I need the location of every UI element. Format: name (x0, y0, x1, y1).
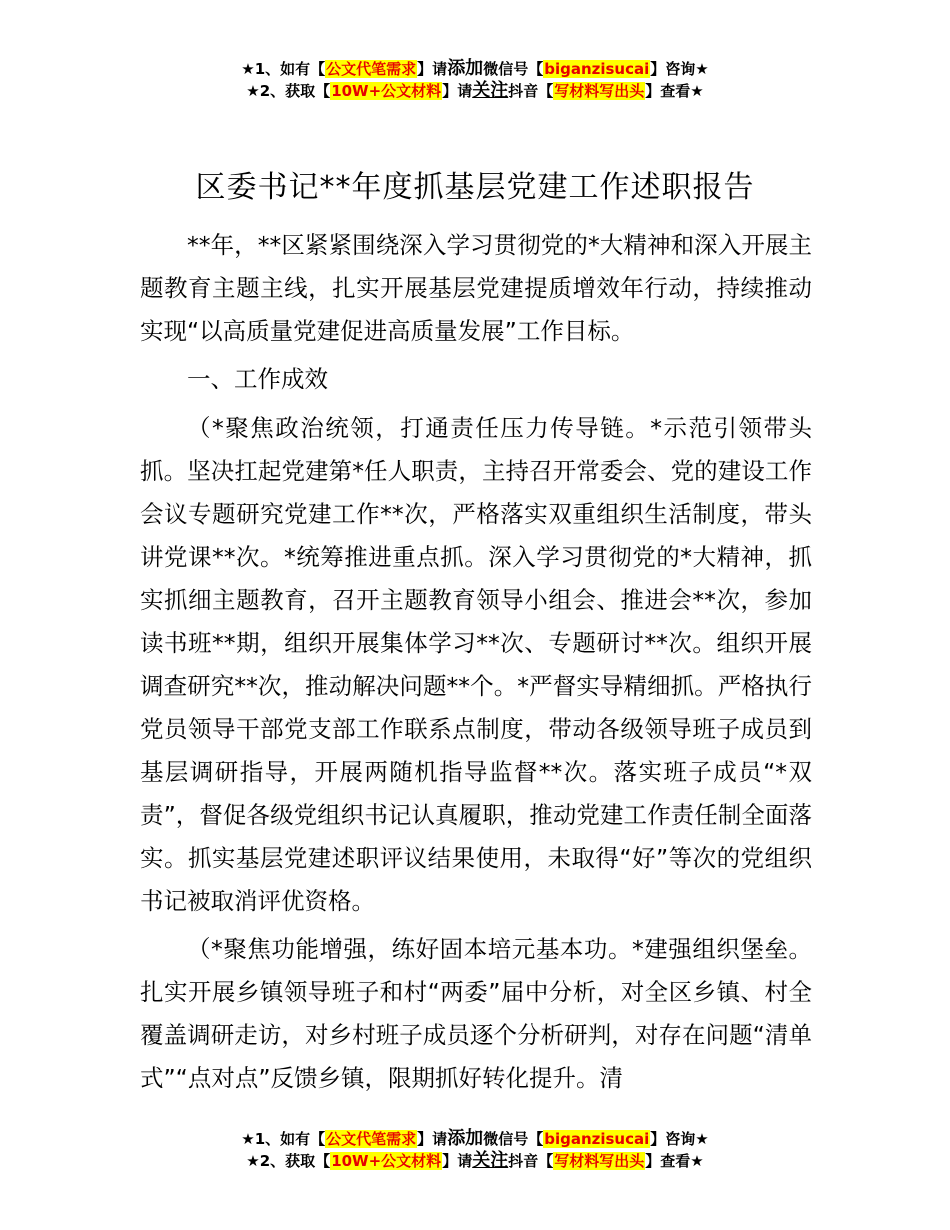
banner-highlight-wechat: biganzisucai (544, 1130, 650, 1148)
banner-line-2 (0, 1150, 950, 1172)
banner-text: ★1、如有【 (241, 1130, 326, 1148)
banner-text: 】查看★ (645, 82, 704, 100)
banner-highlight: 公文代笔需求 (326, 1130, 417, 1148)
banner-line-2 (0, 80, 950, 102)
banner-text: ★1、如有【 (241, 60, 326, 78)
body-paragraph: （*聚焦政治统领，打通责任压力传导链。*示范引领带头抓。坚决扛起党建第*任人职责，主持召开常委会、党的建设工作会议专题研究党建工作**次，严格落实双重组织生活制度，带头讲党课**次。*统筹推进重点抓。深入学习贯彻党的*大精神，抓实抓细主题教育，召开主题教育领导小组会、推进会**次，参加读书班**期，组织开展集体学习**次、专题研讨**次。组织开展调查研究**次，推动解决问题**个。*严督实导精细抓。严格执行党员领导干部党支部工作联系点制度，带动各级领导班子成员到基层调研指导，开展两随机指导监督**次。落实班子成员“*双责”，督促各级党组织书记认真履职，推动党建工作责任制全面落实。抓实基层党建述职评议结果使用，未取得“好”等次的党组织书记被取消评优资格。 (140, 414, 812, 915)
banner-text: 】请 (417, 60, 448, 78)
banner-text: 微信号【 (483, 1130, 544, 1148)
banner-text: 】请 (417, 1130, 448, 1148)
banner-text: 】查看★ (645, 1152, 704, 1170)
banner-line-1 (0, 58, 950, 80)
banner-text: 】请 (442, 82, 473, 100)
intro-paragraph: **年，**区紧紧围绕深入学习贯彻党的*大精神和深入开展主题教育主题主线，扎实开展基层党建提质增效年行动，持续推动实现“以高质量党建促进高质量发展”工作目标。 (140, 231, 812, 345)
banner-highlight: 公文代笔需求 (326, 60, 417, 78)
section-heading: 一、工作成效 (187, 365, 328, 393)
banner-emphasis: 添加 (447, 58, 484, 79)
banner-highlight: 10W+公文材料 (331, 82, 442, 100)
banner-highlight-douyin: 写材料写出头 (554, 82, 645, 100)
document-body (140, 224, 812, 1105)
banner-highlight: 10W+公文材料 (331, 1152, 442, 1170)
banner-emphasis: 关注 (472, 80, 509, 101)
footer-banner (0, 1128, 950, 1172)
banner-line-1 (0, 1128, 950, 1150)
banner-text: 】请 (442, 1152, 473, 1170)
banner-text: 】咨询★ (650, 1130, 709, 1148)
banner-highlight-wechat: biganzisucai (544, 60, 650, 78)
banner-text: 】咨询★ (650, 60, 709, 78)
banner-text: 抖音【 (508, 1152, 554, 1170)
banner-text: 抖音【 (508, 82, 554, 100)
header-banner (0, 58, 950, 102)
banner-highlight-douyin: 写材料写出头 (554, 1152, 645, 1170)
body-paragraph: （*聚焦功能增强，练好固本培元基本功。*建强组织堡垒。扎实开展乡镇领导班子和村“两委”届中分析，对全区乡镇、村全覆盖调研走访，对乡村班子成员逐个分析研判，对存在问题“清单式”“点对点”反馈乡镇，限期抓好转化提升。清 (140, 935, 812, 1092)
banner-emphasis: 关注 (472, 1150, 509, 1171)
banner-text: 微信号【 (483, 60, 544, 78)
banner-emphasis: 添加 (447, 1128, 484, 1149)
document-title: 区委书记**年度抓基层党建工作述职报告 (195, 170, 755, 205)
banner-text: ★2、获取【 (246, 82, 331, 100)
banner-text: ★2、获取【 (246, 1152, 331, 1170)
